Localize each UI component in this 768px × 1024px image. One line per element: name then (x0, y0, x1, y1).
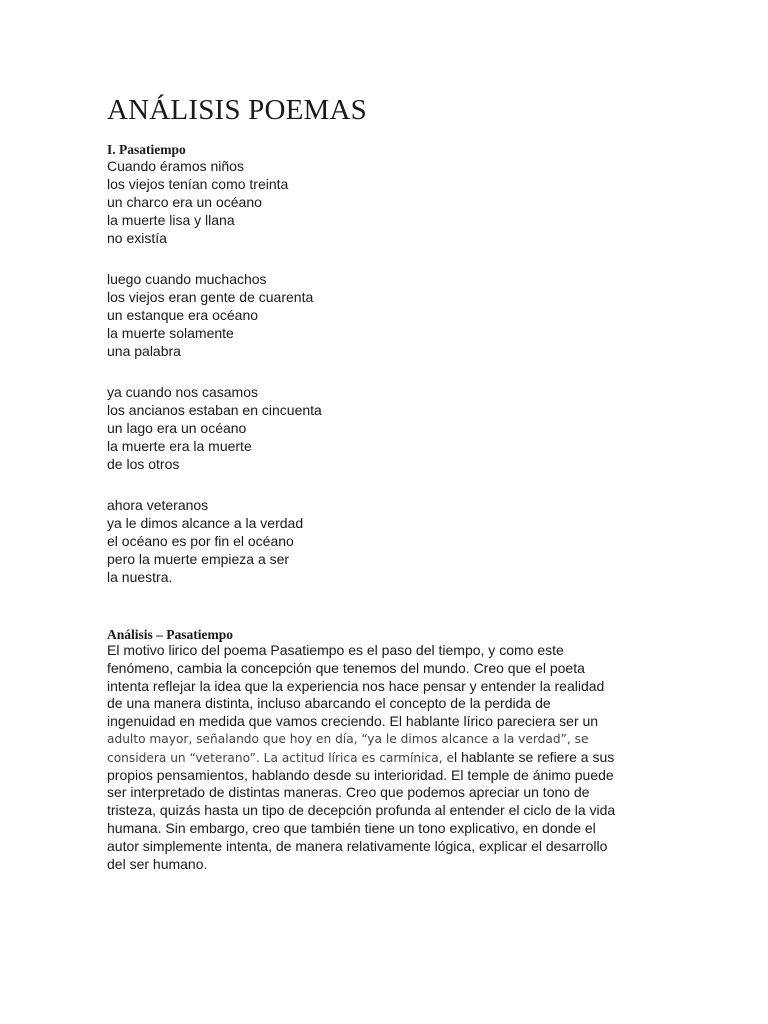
analysis-line-mixed (107, 749, 667, 767)
verse-line: los viejos tenían como treinta (107, 176, 289, 192)
verse-line: un charco era un océano (107, 194, 262, 210)
verse-line: los ancianos estaban en cincuenta (107, 402, 322, 418)
verse-line: un estanque era océano (107, 307, 259, 323)
poem-heading: I. Pasatiempo (107, 142, 186, 157)
verse-line: el océano es por fin el océano (107, 533, 294, 549)
analysis-line: propios pensamientos, hablando desde su interioridad. El temple de ánimo puede (107, 766, 614, 783)
stanza-2 (107, 270, 322, 360)
verse-line: pero la muerte empieza a ser (107, 551, 290, 567)
verse-line: una palabra (107, 343, 181, 359)
verse-line: un lago era un océano (107, 420, 247, 436)
analysis-line: humana. Sin embargo, creo que también tiene un tono explicativo, en donde el (107, 819, 596, 836)
stanza-4 (107, 496, 322, 586)
verse-line: los viejos eran gente de cuarenta (107, 289, 314, 305)
document-title: ANÁLISIS POEMAS (107, 94, 368, 126)
stanza-3 (107, 383, 322, 473)
analysis-line: ser interpretado de distintas maneras. Creo que podemos apreciar un tono de (107, 784, 590, 801)
verse-line: ya le dimos alcance a la verdad (107, 515, 304, 531)
analysis-line: El motivo lirico del poema Pasatiempo es el paso del tiempo, y como este (107, 642, 564, 658)
analysis-line: autor simplemente intenta, de manera relativamente lógica, explicar el desarrollo (107, 837, 608, 854)
analysis-paragraph (107, 642, 667, 873)
verse-line: luego cuando muchachos (107, 271, 267, 287)
analysis-line: de una manera distinta, incluso abarcando el concepto de la perdida de (107, 695, 551, 712)
analysis-line: fenómeno, cambia la concepción que tenemos del mundo. Creo que el poeta (107, 659, 585, 676)
verse-line: la nuestra. (107, 569, 173, 585)
verse-line: la muerte lisa y llana (107, 212, 235, 228)
analysis-heading: Análisis – Pasatiempo (107, 627, 234, 642)
stanza-1 (107, 157, 322, 247)
verse-line: de los otros (107, 456, 180, 472)
analysis-segment: l hablante se refiere a sus (453, 748, 615, 765)
analysis-line: tristeza, quizás hasta un tipo de decepción profunda al entender el ciclo de la vida (107, 802, 616, 819)
analysis-line: ingenuidad en medida que vamos creciendo. El hablante lírico pareciera ser un (107, 713, 599, 730)
verse-line: la muerte era la muerte (107, 438, 252, 454)
verse-line: Cuando éramos niños (107, 158, 244, 174)
analysis-line: adulto mayor, señalando que hoy en día, “ya le dimos alcance a la verdad”, se (107, 731, 589, 746)
poem-body (107, 157, 322, 609)
analysis-segment: considera un “veterano”. La actitud lírica es carmínica, e (107, 750, 454, 765)
analysis-line: intenta reflejar la idea que la experiencia nos hace pensar y entender la realidad (107, 677, 605, 694)
analysis-line: del ser humano. (107, 855, 208, 872)
verse-line: no existía (107, 230, 167, 246)
verse-line: ya cuando nos casamos (107, 384, 258, 400)
verse-line: ahora veteranos (107, 497, 209, 513)
verse-line: la muerte solamente (107, 325, 234, 341)
